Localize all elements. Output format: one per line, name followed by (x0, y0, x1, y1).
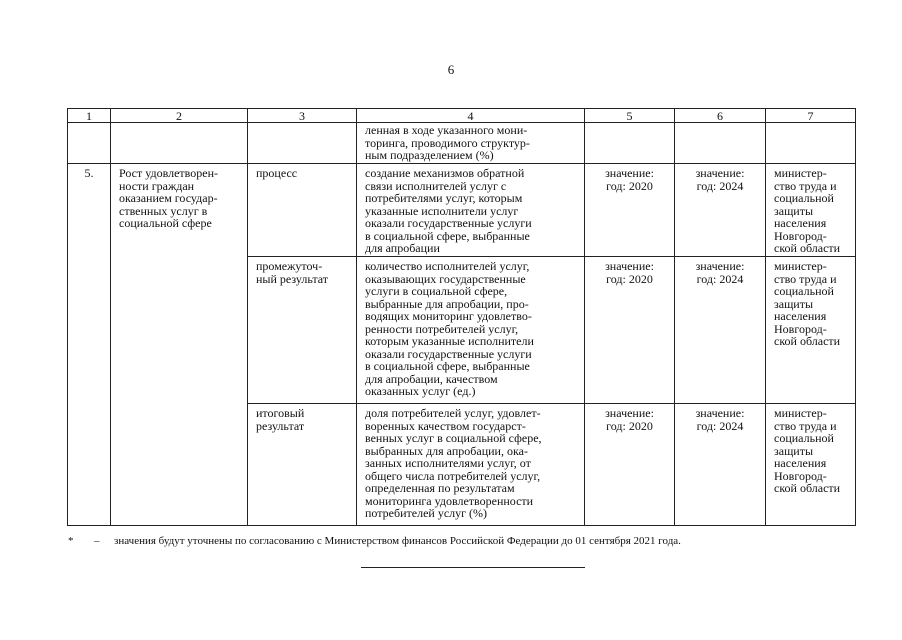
indicators-table (67, 108, 856, 526)
continuation-text: ленная в ходе указанного мони- торинга, проводимого структур- ным подразделением (%) (357, 123, 585, 164)
indicator-name: Рост удовлетворен- ности граждан оказанием государ- ственных услуг в социальной сфере (111, 164, 248, 526)
indicator-description: количество исполнителей услуг, оказывающих государственные услуги в социальной сфере, выбранные для апробации, про- водящих мониторинг удовлетво- ренности потребителей услуг, которым указанные исполнители оказали государственные услуги в социальной сфере, выбранные для апробации, качеством оказанных услуг (ед.) (357, 257, 585, 404)
header-cell: 5 (585, 109, 675, 123)
indicator-type: итоговый результат (248, 404, 357, 526)
header-cell: 3 (248, 109, 357, 123)
indicator-description: доля потребителей услуг, удовлет- воренных качеством государст- венных услуг в социальной сфере, выбранных для апробации, ока- занных исполнителями услуг, от общего числа потребителей услуг, определенная по результатам мониторинга удовлетворенности потребителей услуг (%) (357, 404, 585, 526)
header-cell: 1 (68, 109, 111, 123)
row-number: 5. (68, 164, 111, 526)
page-number: 6 (447, 62, 455, 77)
target-value: значение: год: 2024 (675, 164, 766, 257)
base-value: значение: год: 2020 (585, 257, 675, 404)
footnote-dash: – (94, 535, 100, 547)
bottom-divider (361, 567, 585, 568)
base-value: значение: год: 2020 (585, 404, 675, 526)
indicator-type: промежуточ- ный результат (248, 257, 357, 404)
base-value: значение: год: 2020 (585, 164, 675, 257)
responsible-body: министер- ство труда и социальной защиты населения Новгород- ской области (766, 164, 856, 257)
indicator-type: процесс (248, 164, 357, 257)
footnote-text: значения будут уточнены по согласованию с Министерством финансов Российской Федерации до 01 сентября 2021 года. (114, 535, 681, 547)
header-cell: 7 (766, 109, 856, 123)
responsible-body: министер- ство труда и социальной защиты населения Новгород- ской области (766, 257, 856, 404)
target-value: значение: год: 2024 (675, 404, 766, 526)
target-value: значение: год: 2024 (675, 257, 766, 404)
header-cell: 6 (675, 109, 766, 123)
continuation-row (68, 123, 856, 164)
table-row (68, 164, 856, 257)
header-cell: 4 (357, 109, 585, 123)
table-header-row (68, 109, 856, 123)
header-cell: 2 (111, 109, 248, 123)
indicator-description: создание механизмов обратной связи исполнителей услуг с потребителями услуг, которым указанные исполнители услуг оказали государственные услуги в социальной сфере, выбранные для апробации (357, 164, 585, 257)
footnote-marker: * (68, 535, 74, 547)
responsible-body: министер- ство труда и социальной защиты населения Новгород- ской области (766, 404, 856, 526)
